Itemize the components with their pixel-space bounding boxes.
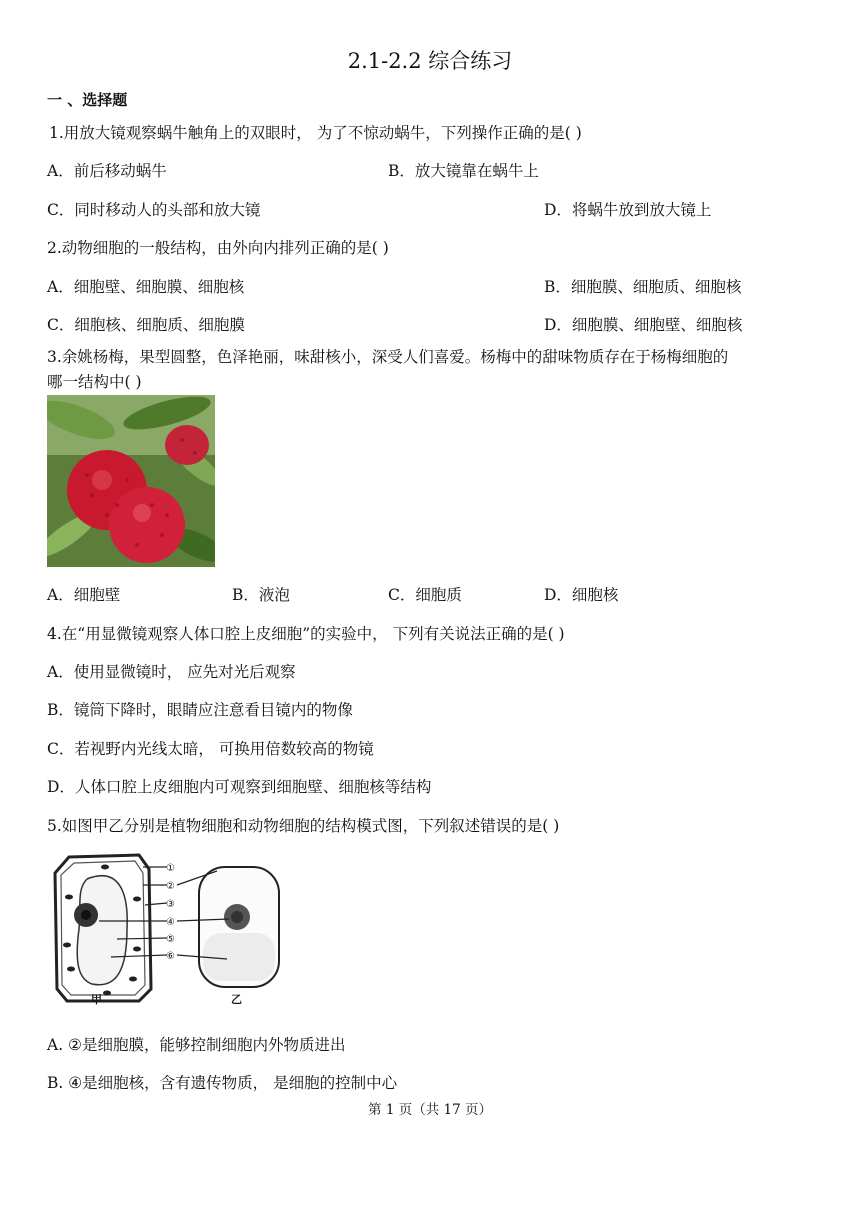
q4-option-b: B．镜筒下降时，眼睛应注意看目镜内的物像 — [47, 701, 353, 719]
q3-option-d: D．细胞核 — [544, 586, 619, 604]
q3-option-c: C．细胞质 — [388, 586, 462, 604]
q4-option-c: C．若视野内光线太暗， 可换用倍数较高的物镜 — [47, 740, 374, 758]
page-title: 2.1-2.2 综合练习 — [347, 49, 513, 73]
q1-option-d: D．将蜗牛放到放大镜上 — [544, 201, 712, 219]
label-2: ② — [166, 881, 175, 892]
q4-option-a: A．使用显微镜时， 应先对光后观察 — [47, 663, 296, 681]
q5-option-b: B. ④是细胞核，含有遗传物质， 是细胞的控制中心 — [47, 1074, 398, 1092]
q5-option-a: A. ②是细胞膜，能够控制细胞内外物质进出 — [47, 1036, 346, 1054]
q2-option-d: D．细胞膜、细胞壁、细胞核 — [544, 316, 743, 334]
q2-option-c: C．细胞核、细胞质、细胞膜 — [47, 316, 245, 334]
label-6: ⑥ — [166, 951, 175, 962]
cell-structure-diagram — [47, 849, 287, 1009]
caption-jia: 甲 — [91, 993, 102, 1006]
label-1: ① — [166, 863, 175, 874]
question-2-stem: 2.动物细胞的一般结构，由外向内排列正确的是( ) — [47, 239, 389, 257]
label-5: ⑤ — [166, 934, 175, 945]
q1-option-b: B．放大镜靠在蜗牛上 — [388, 162, 539, 180]
q2-option-b: B．细胞膜、细胞质、细胞核 — [544, 278, 742, 296]
bayberry-photo — [47, 395, 215, 567]
question-4-stem: 4.在“用显微镜观察人体口腔上皮细胞”的实验中， 下列有关说法正确的是( ) — [47, 625, 565, 643]
question-3-stem-line2: 哪一结构中( ) — [47, 373, 142, 391]
label-4: ④ — [166, 917, 175, 928]
section-heading: 一 、选择题 — [47, 91, 128, 109]
page-footer: 第 1 页（共 17 页） — [368, 1102, 492, 1118]
q1-option-c: C．同时移动人的头部和放大镜 — [47, 201, 261, 219]
q3-option-a: A．细胞壁 — [47, 586, 121, 604]
question-3-stem-line1: 3.余姚杨梅，果型圆整，色泽艳丽，味甜核小，深受人们喜爱。杨梅中的甜味物质存在于杨梅细胞的 — [47, 348, 729, 366]
q3-option-b: B．液泡 — [232, 586, 290, 604]
question-1-stem: 1.用放大镜观察蜗牛触角上的双眼时， 为了不惊动蜗牛，下列操作正确的是( ) — [49, 124, 582, 142]
question-5-stem: 5.如图甲乙分别是植物细胞和动物细胞的结构模式图，下列叙述错误的是( ) — [47, 817, 560, 835]
q2-option-a: A．细胞壁、细胞膜、细胞核 — [47, 278, 245, 296]
q4-option-d: D．人体口腔上皮细胞内可观察到细胞壁、细胞核等结构 — [47, 778, 432, 796]
label-3: ③ — [166, 899, 175, 910]
caption-yi: 乙 — [231, 993, 242, 1006]
q1-option-a: A．前后移动蜗牛 — [47, 162, 167, 180]
